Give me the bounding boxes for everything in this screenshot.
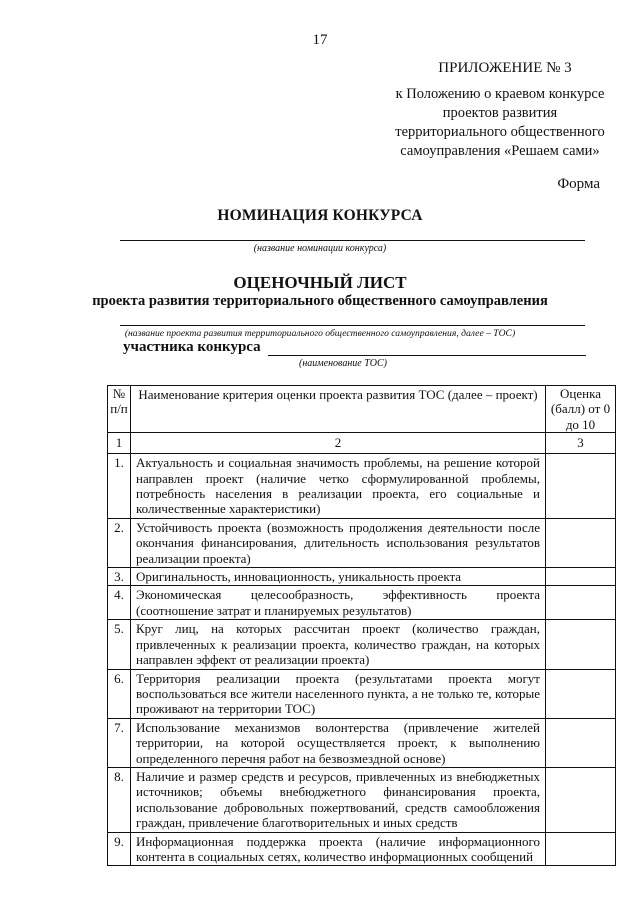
table-row [108, 620, 616, 669]
header-num: № п/п [108, 386, 131, 433]
appendix-line: проектов развития [442, 105, 558, 121]
criterion-text: Экономическая целесообразность, эффективность проекта (соотношение затрат и планируемых результатов) [131, 586, 546, 620]
criterion-text: Территория реализации проекта (результатами проекта могут воспользоваться все жители населенного пункта, а не только те, которые проживают на территории ТОС) [131, 669, 546, 718]
row-number: 8. [108, 767, 131, 832]
criterion-text: Информационная поддержка проекта (наличие информационного контента в социальных сетях, количество информационных сообщений [131, 832, 546, 866]
table-row [108, 518, 616, 567]
row-number: 5. [108, 620, 131, 669]
score-cell[interactable] [546, 586, 616, 620]
row-number: 1. [108, 454, 131, 519]
evaluation-table [107, 385, 616, 866]
row-number: 4. [108, 586, 131, 620]
criterion-text: Оригинальность, инновационность, уникальность проекта [131, 568, 546, 586]
score-cell[interactable] [546, 767, 616, 832]
criterion-text: Устойчивость проекта (возможность продолжения деятельности после окончания финансирования, длительность использования результатов реализации проекта) [131, 518, 546, 567]
table-row [108, 669, 616, 718]
table-row [108, 586, 616, 620]
appendix-line: самоуправления «Решаем сами» [400, 143, 600, 159]
score-cell[interactable] [546, 669, 616, 718]
header-criterion: Наименование критерия оценки проекта развития ТОС (далее – проект) [131, 386, 546, 433]
row-number: 2. [108, 518, 131, 567]
sheet-subtitle: проекта развития территориального общественного самоуправления [92, 293, 548, 309]
index-cell: 2 [131, 433, 546, 454]
criterion-text: Использование механизмов волонтерства (привлечение жителей территории, на которой осуществляется проект, к выполнению определенного перечня работ на безвозмездной основе) [131, 718, 546, 767]
project-underline [120, 325, 585, 326]
table-row [108, 767, 616, 832]
sheet-title: ОЦЕНОЧНЫЙ ЛИСТ [233, 273, 407, 292]
score-cell[interactable] [546, 518, 616, 567]
appendix-title: ПРИЛОЖЕНИЕ № 3 [438, 60, 572, 76]
criterion-text: Круг лиц, на которых рассчитан проект (количество граждан, привлеченных к реализации проекта, количество граждан, на которых направлен эффект от реализации проекта) [131, 620, 546, 669]
score-cell[interactable] [546, 832, 616, 866]
table-header-row [108, 386, 616, 433]
score-cell[interactable] [546, 568, 616, 586]
index-cell: 3 [546, 433, 616, 454]
nomination-caption: (название номинации конкурса) [253, 243, 387, 254]
score-cell[interactable] [546, 454, 616, 519]
score-cell[interactable] [546, 718, 616, 767]
table-row [108, 832, 616, 866]
table-row [108, 718, 616, 767]
row-number: 9. [108, 832, 131, 866]
project-caption: (название проекта развития территориального общественного самоуправления, далее – ТОС) [124, 328, 516, 339]
appendix-line: территориального общественного [395, 124, 605, 140]
page-number: 17 [312, 32, 328, 48]
appendix-line: к Положению о краевом конкурсе [395, 86, 605, 102]
table-index-row [108, 433, 616, 454]
participant-label: участника конкурса [123, 339, 261, 355]
nomination-title: НОМИНАЦИЯ КОНКУРСА [217, 207, 423, 224]
nomination-underline [120, 240, 585, 241]
score-cell[interactable] [546, 620, 616, 669]
criterion-text: Актуальность и социальная значимость проблемы, на решение которой направлен проект (наличие четко сформулированной проблемы, потребность населения в реализации проекта, его социальные и количественные характеристики) [131, 454, 546, 519]
index-cell: 1 [108, 433, 131, 454]
table-row [108, 454, 616, 519]
table-row [108, 568, 616, 586]
row-number: 3. [108, 568, 131, 586]
row-number: 7. [108, 718, 131, 767]
row-number: 6. [108, 669, 131, 718]
form-label: Форма [557, 176, 600, 192]
criterion-text: Наличие и размер средств и ресурсов, привлеченных из внебюджетных источников; объемы внебюджетного финансирования проекта, использование добровольных пожертвований, средств самообложения граждан, привлечение благотворительных и иных средств [131, 767, 546, 832]
participant-underline [268, 355, 586, 356]
header-score: Оценка (балл) от 0 до 10 [546, 386, 616, 433]
participant-caption: (наименование ТОС) [298, 358, 388, 369]
